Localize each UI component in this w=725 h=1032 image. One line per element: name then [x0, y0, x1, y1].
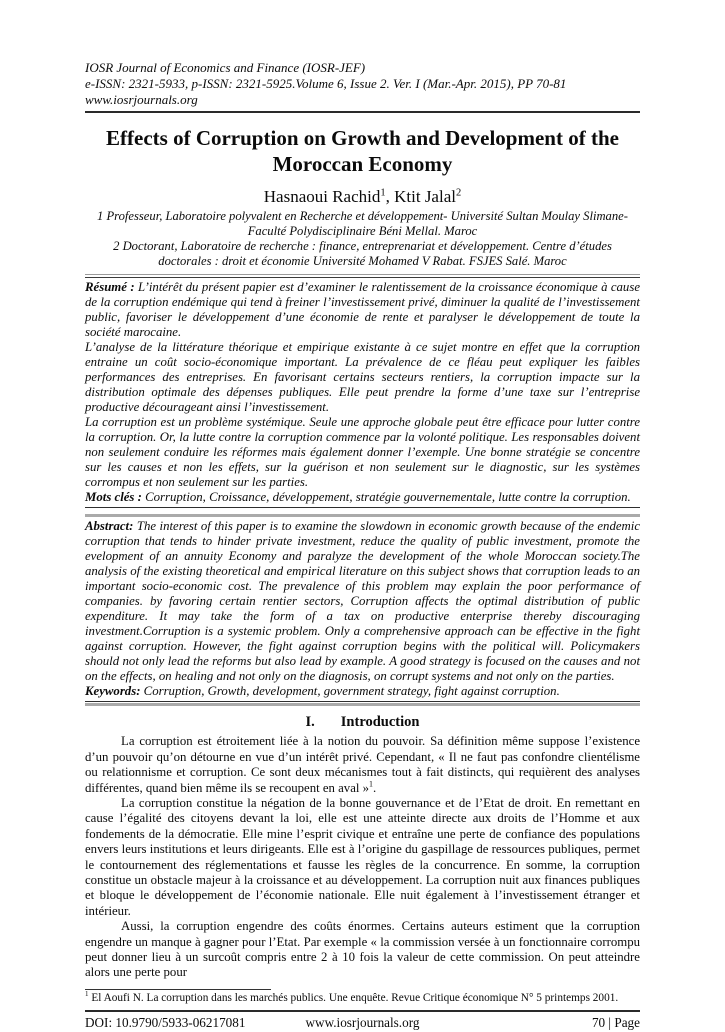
footer-page-number: 70 | Page [591, 1015, 640, 1031]
intro-paragraph-3: Aussi, la corruption engendre des coûts énormes. Certains auteurs estiment que la corruption engendre un manque à gagner pour l’Etat. Par exemple « la commission versée à un fonctionnaire corrompu peut donner lieu à un surcoût compris entre 2 à 10 fois la valeur de cette commission. On peut atteindre alors une perte pour [85, 919, 640, 980]
intro-paragraph-1: La corruption est étroitement liée à la notion du pouvoir. Sa définition même suppose l’existence d’un pouvoir qu’on détourne en vue d’un intérêt privé. Cependant, « Il ne faut pas confondre clientélisme ou relationnisme et corruption. Ce sont deux mécanismes tout à fait distincts, qui requièrent des analyses différentes, quand bien même ils se recoupent en aval »$^1$. [85, 734, 640, 795]
abstract-section [85, 519, 640, 699]
author-1-superscript: 1 [380, 187, 386, 199]
authors-line [85, 186, 640, 207]
resume-section [85, 280, 640, 505]
abstract-paragraph: Abstract: The interest of this paper is to examine the slowdown in economic growth because of the endemic corruption that tends to hinder private investment, reduce the quality of public investment, promote the evelopment of an annuity Economy and paralyze the development of the whole Moroccan society.The analysis of the existing theoretical and empirical literature on this subject shows that corruption leads to an important socio-economic cost. The prevalence of this problem may explain the poor performance of companies. by favoring certain rentier sectors, Corruption affects the optimal distribution of public expenditure. It may take the form of a tax on productive enterprise thereby discouraging investment.Corruption is a systemic problem. Only a comprehensive approach can be effective in the fight against corruption. However, the fight against corruption begins with the political will. Policymakers should not only lead the reforms but also lead by example. A good strategy is focused on the causes and not on the effects, on healing and not only on the diagnosis, on corrupt systems and not only on the parties. [85, 519, 641, 684]
footnote-reference-marker: 1 [369, 779, 374, 789]
author-2-superscript: 2 [455, 187, 462, 199]
affiliation-2: 2 Doctorant, Laboratoire de recherche : finance, entreprenariat et développement. Centre d’études doctorales : droit et économie Université Mohamed V Rabat. FSJES Salé. Maroc [113, 239, 612, 269]
abstract-keywords-label: Keywords: [85, 684, 141, 699]
title-separator-rule [85, 274, 640, 278]
author-2-name: Ktit Jalal [394, 187, 456, 207]
authors-separator: , [385, 187, 395, 207]
footnote [85, 992, 640, 1006]
issn-line: e-ISSN: 2321-5933, p-ISSN: 2321-5925.Volume 6, Issue 2. Ver. I (Mar.-Apr. 2015), PP 70-81 [85, 75, 567, 91]
footer-rule [85, 1010, 640, 1012]
affiliations [85, 209, 640, 269]
section-title: Introduction [340, 714, 420, 731]
page-footer [85, 1014, 640, 1032]
resume-paragraph-3: La corruption est un problème systémique. Seule une approche globale peut être efficace pour lutter contre la corruption. Or, la lutte contre la corruption commence par la volonté politique. Les responsables doivent non seulement conduire les réformes mais également donner l’exemple. Une bonne stratégie se concentre sur les causes et non les effets, sur la guérison et non seulement sur le diagnostic, sur les systèmes corrompus et non seulement sur les parties. [85, 415, 640, 490]
footnote-text: El Aoufi N. La corruption dans les marchés publics. Une enquête. Revue Critique économique N° 5 printemps 2001. [88, 991, 619, 1004]
page-title: Effects of Corruption on Growth and Development of the Moroccan Economy [106, 126, 619, 177]
introduction-body [85, 734, 640, 981]
author-1-name: Hasnaoui Rachid [263, 187, 381, 207]
abstract-bottom-rule-dark [85, 701, 640, 702]
resume-bottom-rule [85, 507, 640, 508]
resume-paragraph-2: L’analyse de la littérature théorique et empirique existante à ce sujet montre en effet que la corruption entraine un coût socio-économique important. La prévalence de ce fléau peut expliquer les faibles performances des entreprises. En favorisant certains secteurs rentiers, la corruption impacte sur la distribution optimale des dépenses publiques. Elle peut prendre la forme d’une taxe sur l’entreprise productive décourageant ainsi l’investissement. [85, 340, 640, 415]
abstract-label: Abstract: [85, 519, 134, 534]
journal-website: www.iosrjournals.org [85, 91, 198, 107]
resume-keywords-label: Mots clés : [85, 490, 142, 505]
abstract-keywords-line: Keywords: Corruption, Growth, development, government strategy, fight against corruption. [85, 684, 560, 699]
footnote-separator [85, 989, 271, 990]
footnote-number: 1 [85, 990, 89, 999]
abstract-top-rule [85, 514, 640, 517]
journal-header [85, 60, 640, 107]
journal-name: IOSR Journal of Economics and Finance (IOSR-JEF) [85, 60, 366, 75]
intro-paragraph-2: La corruption constitue la négation de la bonne gouvernance et de l’Etat de droit. En remettant en cause l’égalité des citoyens devant la loi, elle est une atteinte directe aux droits de l’Homme et aux fondements de la démocratie. Elle mine l’esprit civique et entraîne une perte de confiance des populations envers leurs institutions et leurs dirigeants. Elle est à l’origine du gaspillage de ressources publiques, permet le contournement des réglementations et fausse les règles de la concurrence. En somme, la corruption constitue un obstacle majeur à la croissance et au développement. La corruption nuit aux finances publiques et bloque le développement de l’économie nationale. Elle nuit également à l’investissement étranger et intérieur. [85, 796, 640, 918]
resume-label: Résumé : [85, 280, 135, 295]
section-number: I. [305, 714, 315, 731]
footer-doi: DOI: 10.9790/5933-06217081 [85, 1015, 246, 1031]
footer-website: www.iosrjournals.org [305, 1015, 420, 1031]
abstract-bottom-rule-gray [85, 703, 640, 706]
affiliation-1: 1 Professeur, Laboratoire polyvalent en Recherche et développement- Université Sultan Moulay Slimane- Faculté Polydisciplinaire Béni Mellal. Maroc [97, 209, 628, 239]
introduction-heading [85, 713, 640, 731]
resume-keywords-line: Mots clés : Corruption, Croissance, développement, stratégie gouvernementale, lutte contre la corruption. [85, 490, 631, 505]
resume-paragraph-1: Résumé : L’intérêt du présent papier est d’examiner le ralentissement de la croissance économique à cause de la corruption endémique qui tend à freiner l’investissement privé, diminuer la qualité de l’investissement public, favoriser le développement d’une économie de rente et paralyser le développement de toute la société marocaine. [85, 280, 640, 340]
header-rule [85, 111, 640, 113]
